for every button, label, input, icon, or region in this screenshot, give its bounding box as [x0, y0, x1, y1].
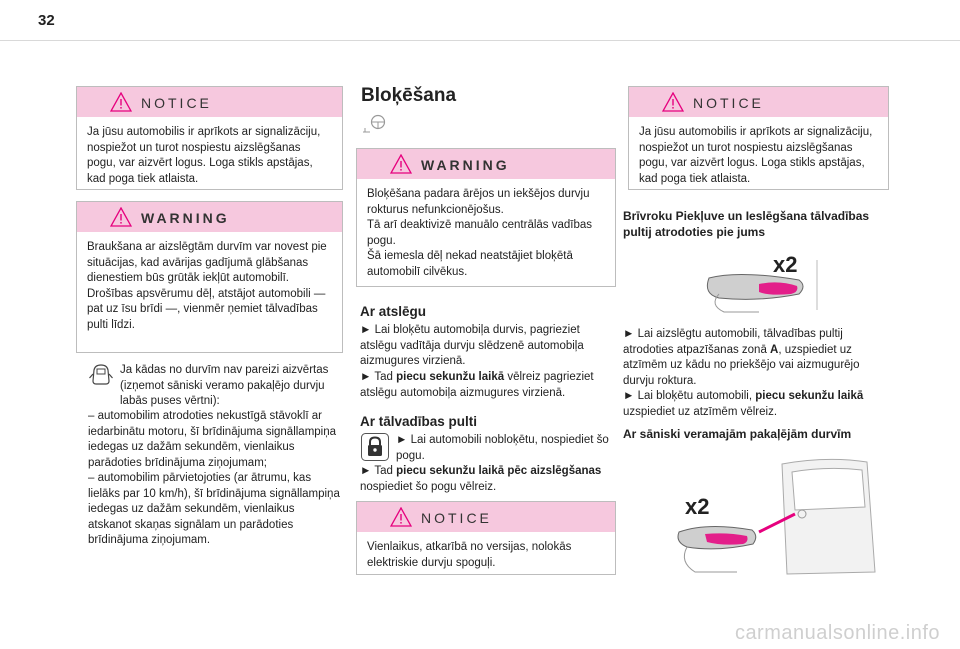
warning-header — [357, 149, 615, 179]
warning-text-1: Bloķēšana padara ārējos un iekšējos durvju rokturus nefunkcionējošus. — [367, 188, 590, 216]
warning-text-2: Tā arī deaktivizē manuālo centrālās vadības pogu. — [367, 219, 593, 247]
notice-header — [357, 502, 615, 532]
open-door-car-icon — [89, 362, 113, 388]
middle-warning-box — [356, 148, 616, 287]
watermark: carmanualsonline.info — [734, 622, 940, 644]
padlock-button-icon — [361, 433, 389, 461]
sliding-door-heading: Ar sāniski veramajām pakaļējām durvīm — [623, 427, 852, 441]
page-number: 32 — [38, 12, 55, 29]
notice-header — [77, 87, 342, 117]
handsfree-step-1: ► Lai aizslēgtu automobili, tālvadības pultij atrodoties atpazīšanas zonā A, uzspiediet uz atzīmēm uz kādu no priekšējo vai aizmugurējo durvju roktura. — [623, 328, 860, 387]
info-item-2: – automobilim pārvietojoties (ar ātrumu, kas lielāks par 10 km/h), šī brīdinājuma signāllampiņa iedegas uz dažām sekundēm, vienlaikus atskanot skaņas signālam un parādoties brīdinājuma ziņojumam. — [88, 472, 340, 546]
key-heading: Ar atslēgu — [360, 304, 427, 319]
warning-triangle-icon — [662, 92, 684, 112]
multiplier-label: x2 — [773, 252, 798, 277]
notice-text: Vienlaikus, atkarībā no versijas, nolokās elektriskie durvju spoguļi. — [367, 541, 572, 569]
info-intro: Ja kādas no durvīm nav pareizi aizvērtas (izņemot sāniski veramo pakaļējo durvju labās puses vērtni): — [120, 364, 329, 407]
warning-triangle-icon — [390, 507, 412, 527]
header-divider — [0, 40, 960, 41]
left-warning-box — [76, 201, 343, 353]
remote-step-1: ► Lai automobili nobloķētu, nospiediet šo pogu. — [396, 434, 609, 462]
warning-text-2: Drošības apsvērumu dēļ, atstājot automobili — pat uz īsu brīdi —, vienmēr ņemiet tālvadības pulti līdzi. — [87, 287, 326, 331]
warning-label: WARNING — [421, 157, 510, 173]
key-step-2: ► Tad piecu sekunžu laikā vēlreiz pagrieziet atslēgu automobiļa aizmugures virzienā. — [360, 371, 594, 399]
multiplier-label: x2 — [685, 494, 710, 519]
warning-text-1: Braukšana ar aizslēgtām durvīm var novest pie situācijas, kad avārijas gadījumā glābšanas dienestiem būs grūtāk iekļūt automobilī. — [87, 241, 327, 284]
remote-heading: Ar tālvadības pulti — [360, 414, 478, 429]
notice-label: NOTICE — [421, 510, 492, 526]
remote-step-2: ► Tad piecu sekunžu laikā pēc aizslēgšanas nospiediet šo pogu vēlreiz. — [360, 465, 602, 493]
middle-notice-box — [356, 501, 616, 575]
sliding-door-illustration — [677, 452, 877, 582]
section-title: Bloķēšana — [361, 85, 457, 106]
warning-triangle-icon — [110, 207, 132, 227]
notice-label: NOTICE — [141, 95, 212, 111]
warning-text-3: Šā iemesla dēļ nekad neatstājiet bloķētā automobilī cilvēkus. — [367, 250, 573, 278]
notice-text: Ja jūsu automobilis ir aprīkots ar signalizāciju, nospiežot un turot nospiestu aizslēgšanas pogu, var aizvērt logus. Loga stikls apstājas, kad poga tiek atlaista. — [87, 126, 321, 185]
notice-header — [629, 87, 888, 117]
warning-triangle-icon — [390, 154, 412, 174]
warning-triangle-icon — [110, 92, 132, 112]
notice-text: Ja jūsu automobilis ir aprīkots ar signalizāciju, nospiežot un turot nospiestu aizslēgšanas pogu, var aizvērt logus. Loga stikls apstājas, kad poga tiek atlaista. — [639, 126, 873, 185]
key-step-1: ► Lai bloķētu automobiļa durvis, pagrieziet atslēgu vadītāja durvju slēdzenē automobiļa aizmugures virzienā. — [360, 324, 584, 367]
left-notice-box — [76, 86, 343, 190]
notice-label: NOTICE — [693, 95, 764, 111]
right-notice-box — [628, 86, 889, 190]
info-item-1: – automobilim atrodoties nekustīgā stāvoklī ar iedarbinātu motoru, šī brīdinājuma signāllampiņa iedegas uz dažām sekundēm, vienlaikus parādoties brīdinājuma ziņojumam; — [88, 410, 337, 469]
warning-label: WARNING — [141, 210, 230, 226]
steering-wheel-icon — [361, 114, 389, 134]
door-handle-illustration — [699, 250, 829, 320]
handsfree-heading: Brīvroku Piekļuve un Ieslēgšana tālvadības pultij atrodoties pie jums — [623, 209, 870, 239]
warning-header — [77, 202, 342, 232]
handsfree-step-2: ► Lai bloķētu automobili, piecu sekunžu laikā uzspiediet uz atzīmēm vēlreiz. — [623, 390, 864, 418]
